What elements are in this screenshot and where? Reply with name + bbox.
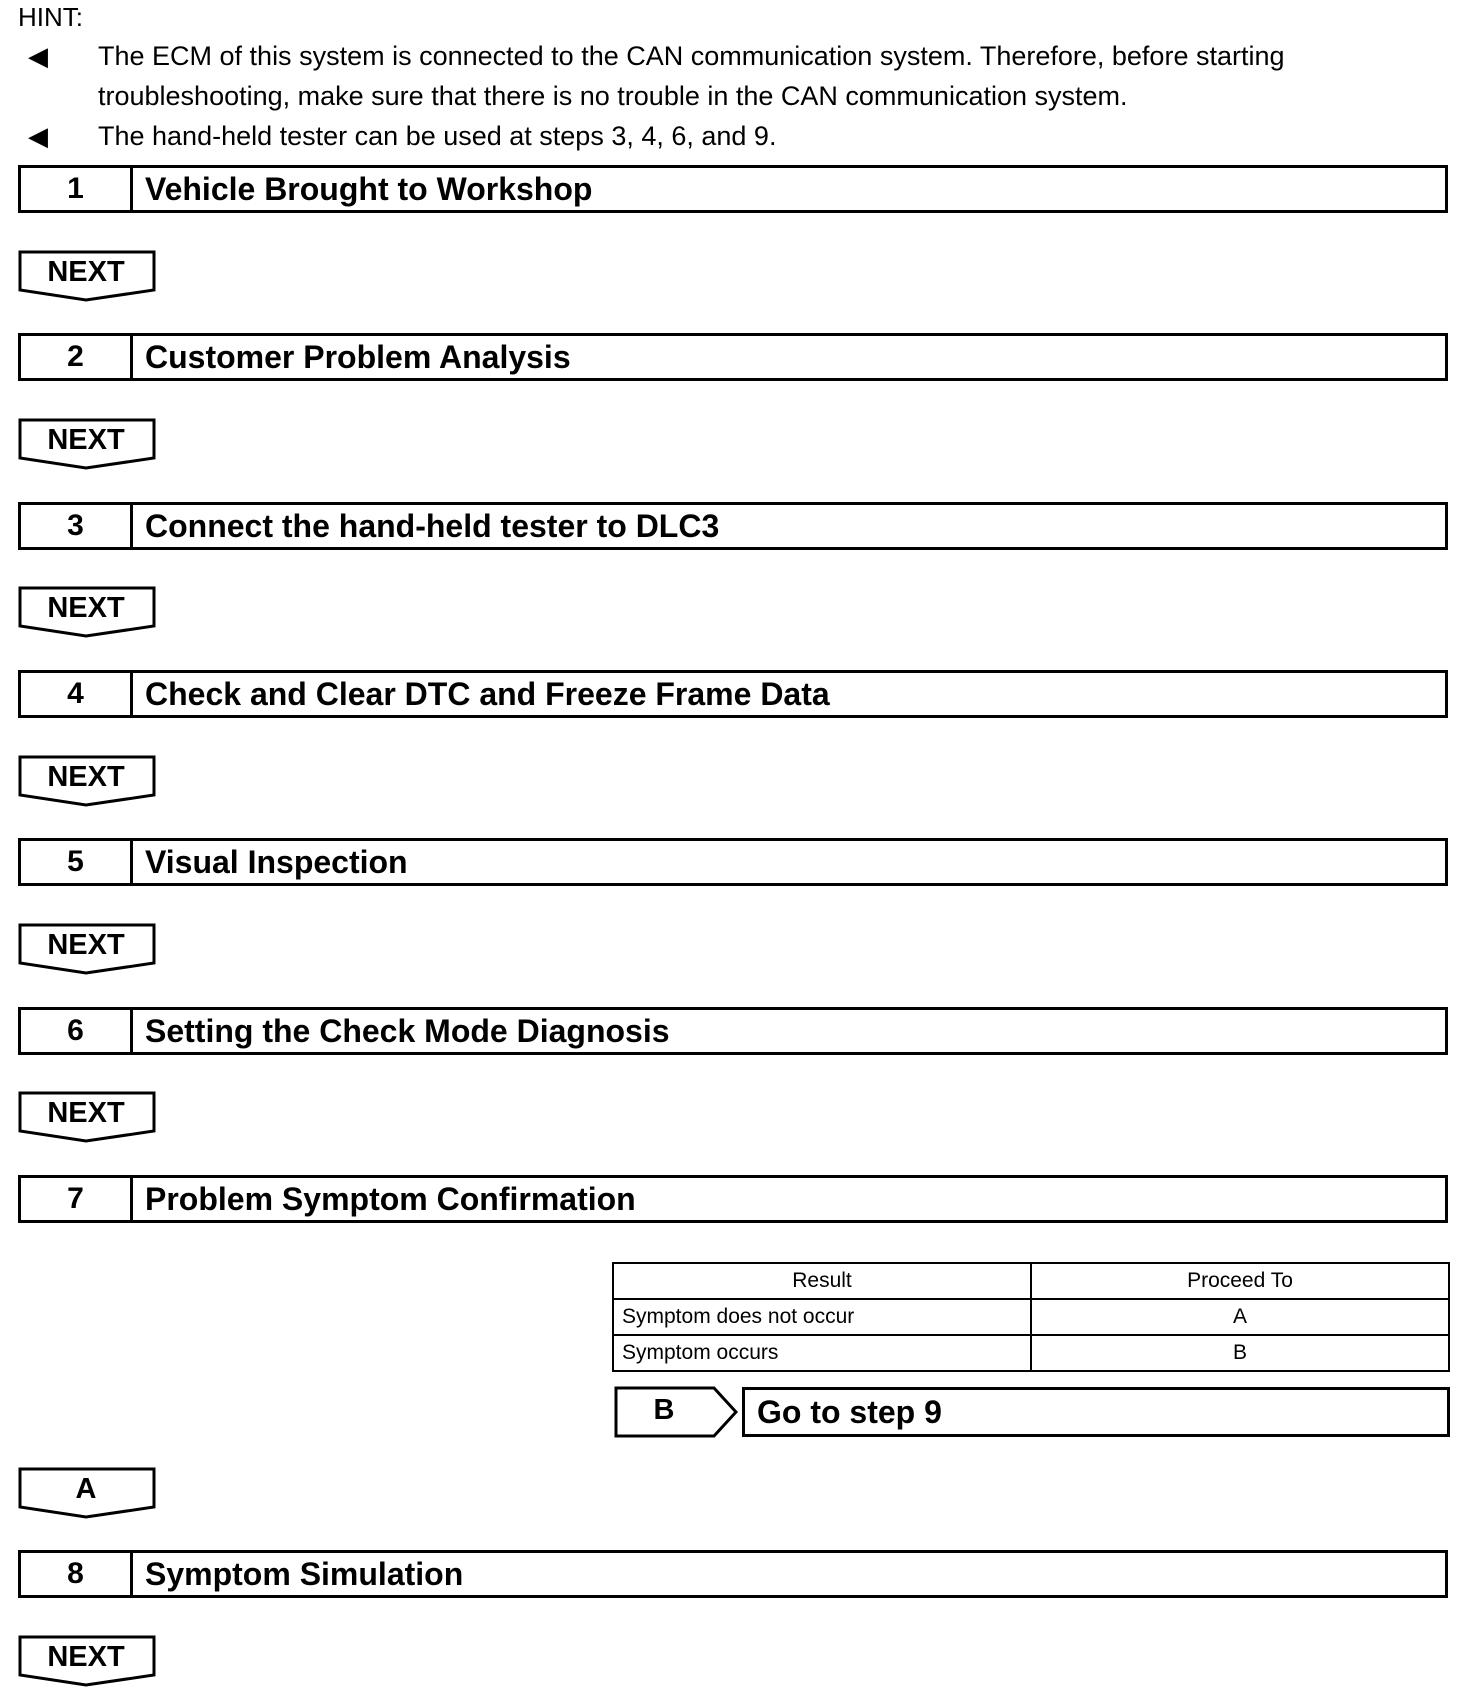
next-button[interactable] xyxy=(18,586,158,640)
step-1 xyxy=(18,165,1448,213)
result-cell: Symptom does not occur xyxy=(613,1299,1031,1335)
branch-a-button[interactable] xyxy=(18,1467,158,1521)
step-5 xyxy=(18,838,1448,886)
result-table xyxy=(612,1262,1450,1372)
step-4 xyxy=(18,670,1448,718)
next-label: NEXT xyxy=(47,929,125,961)
branch-a-label: A xyxy=(75,1473,97,1505)
step-number: 7 xyxy=(21,1178,133,1220)
next-label: NEXT xyxy=(47,761,125,793)
step-title: Visual Inspection xyxy=(145,843,408,880)
next-button[interactable] xyxy=(18,923,158,977)
next-label: NEXT xyxy=(47,256,125,288)
step-title: Symptom Simulation xyxy=(145,1555,464,1592)
column-header-result: Result xyxy=(613,1263,1031,1299)
branch-b-button[interactable] xyxy=(614,1386,738,1438)
next-button[interactable] xyxy=(18,1635,158,1689)
step-number: 5 xyxy=(21,841,133,883)
hint-title: HINT: xyxy=(18,2,83,32)
column-header-proceed-to: Proceed To xyxy=(1031,1263,1449,1299)
step-title: Customer Problem Analysis xyxy=(145,338,571,375)
step-title: Setting the Check Mode Diagnosis xyxy=(145,1012,670,1049)
step-7 xyxy=(18,1175,1448,1223)
next-label: NEXT xyxy=(47,1097,125,1129)
next-button[interactable] xyxy=(18,250,158,304)
step-number: 2 xyxy=(21,336,133,378)
step-3 xyxy=(18,502,1448,550)
step-title: Check and Clear DTC and Freeze Frame Data xyxy=(145,675,830,712)
step-number: 4 xyxy=(21,673,133,715)
hint-text: The ECM of this system is connected to the CAN communication system. Therefore, before starting troubleshooting, make sure that there is no trouble in the CAN communication system. xyxy=(98,41,1285,111)
step-6 xyxy=(18,1007,1448,1055)
hint-text: The hand-held tester can be used at steps 3, 4, 6, and 9. xyxy=(98,121,777,151)
proceed-cell: A xyxy=(1031,1299,1449,1335)
step-number: 8 xyxy=(21,1553,133,1595)
triangle-bullet-icon: ◀ xyxy=(28,121,48,151)
proceed-cell: B xyxy=(1031,1335,1449,1371)
step-title: Problem Symptom Confirmation xyxy=(145,1180,636,1217)
step-8 xyxy=(18,1550,1448,1598)
next-label: NEXT xyxy=(47,592,125,624)
table-row xyxy=(613,1299,1449,1335)
step-title: Connect the hand-held tester to DLC3 xyxy=(145,507,720,544)
table-row xyxy=(613,1335,1449,1371)
branch-label: B xyxy=(653,1394,675,1426)
next-button[interactable] xyxy=(18,755,158,809)
step-number: 3 xyxy=(21,505,133,547)
triangle-bullet-icon: ◀ xyxy=(28,41,48,71)
branch-target: Go to step 9 xyxy=(742,1387,1450,1437)
step-number: 1 xyxy=(21,168,133,210)
table-header-row xyxy=(613,1263,1449,1299)
next-label: NEXT xyxy=(47,1641,125,1673)
step-2 xyxy=(18,333,1448,381)
next-label: NEXT xyxy=(47,424,125,456)
result-cell: Symptom occurs xyxy=(613,1335,1031,1371)
next-button[interactable] xyxy=(18,418,158,472)
next-button[interactable] xyxy=(18,1091,158,1145)
step-number: 6 xyxy=(21,1010,133,1052)
step-title: Vehicle Brought to Workshop xyxy=(145,170,593,207)
